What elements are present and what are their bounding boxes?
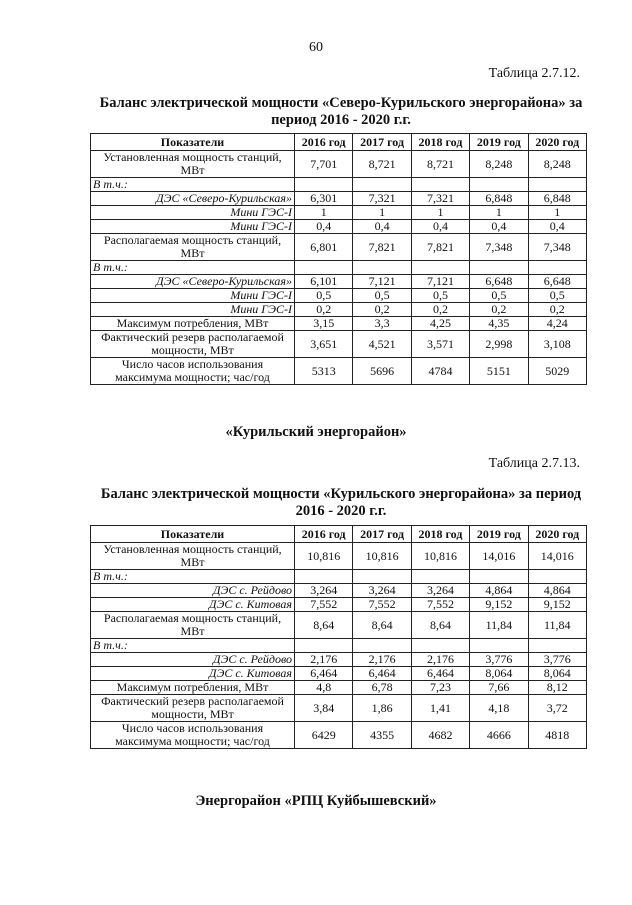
- header-year: 2017 год: [353, 526, 411, 543]
- cell-value: 0,2: [470, 303, 528, 317]
- table-label-2-7-13: Таблица 2.7.13.: [488, 456, 580, 471]
- row-label: ДЭС с. Рейдово: [91, 584, 295, 598]
- cell-value: 1: [470, 206, 528, 220]
- cell-value: [295, 570, 353, 584]
- cell-value: 4,864: [528, 584, 586, 598]
- cell-value: 3,15: [295, 317, 353, 331]
- cell-value: 6,464: [295, 667, 353, 681]
- cell-value: 3,776: [528, 653, 586, 667]
- row-label: ДЭС «Северо-Курильская»: [91, 192, 295, 206]
- row-label: Фактический резерв располагаемой мощности, МВт: [91, 331, 295, 358]
- cell-value: 0,4: [470, 220, 528, 234]
- cell-value: 6,648: [470, 275, 528, 289]
- table-row: [91, 261, 587, 275]
- row-label: Максимум потребления, МВт: [91, 681, 295, 695]
- cell-value: 6,801: [295, 234, 353, 261]
- table-row: [91, 234, 587, 261]
- cell-value: [353, 570, 411, 584]
- table-row: [91, 206, 587, 220]
- cell-value: 4,521: [353, 331, 411, 358]
- table-label-2-7-12: Таблица 2.7.12.: [488, 66, 580, 81]
- table-row: [91, 612, 587, 639]
- row-label: Число часов использования максимума мощности; час/год: [91, 358, 295, 385]
- cell-value: 3,3: [353, 317, 411, 331]
- cell-value: 8,064: [528, 667, 586, 681]
- header-year: 2019 год: [470, 134, 528, 151]
- cell-value: 1: [353, 206, 411, 220]
- table-row: [91, 695, 587, 722]
- cell-value: 7,348: [528, 234, 586, 261]
- row-label: В т.ч.:: [91, 261, 295, 275]
- cell-value: 4,35: [470, 317, 528, 331]
- row-label: Мини ГЭС-I: [91, 289, 295, 303]
- cell-value: 3,264: [295, 584, 353, 598]
- table-row: [91, 639, 587, 653]
- table-header-row: [91, 526, 587, 543]
- cell-value: 1: [411, 206, 469, 220]
- cell-value: 0,4: [353, 220, 411, 234]
- cell-value: 11,84: [470, 612, 528, 639]
- cell-value: 4,25: [411, 317, 469, 331]
- table-row: [91, 681, 587, 695]
- cell-value: 8,721: [411, 151, 469, 178]
- cell-value: 0,4: [528, 220, 586, 234]
- cell-value: 2,176: [353, 653, 411, 667]
- cell-value: 0,2: [528, 303, 586, 317]
- cell-value: 0,2: [295, 303, 353, 317]
- row-label: В т.ч.:: [91, 639, 295, 653]
- table-row: [91, 303, 587, 317]
- cell-value: 0,5: [411, 289, 469, 303]
- cell-value: 7,66: [470, 681, 528, 695]
- cell-value: 2,998: [470, 331, 528, 358]
- cell-value: [528, 178, 586, 192]
- cell-value: 0,5: [528, 289, 586, 303]
- header-year: 2016 год: [295, 134, 353, 151]
- cell-value: 1: [528, 206, 586, 220]
- header-year: 2020 год: [528, 134, 586, 151]
- cell-value: 8,721: [353, 151, 411, 178]
- cell-value: [528, 570, 586, 584]
- header-year: 2017 год: [353, 134, 411, 151]
- cell-value: [353, 261, 411, 275]
- table-row: [91, 220, 587, 234]
- cell-value: 6,101: [295, 275, 353, 289]
- table-row: [91, 289, 587, 303]
- cell-value: 1,86: [353, 695, 411, 722]
- cell-value: 7,552: [295, 598, 353, 612]
- cell-value: 1,41: [411, 695, 469, 722]
- cell-value: 7,348: [470, 234, 528, 261]
- cell-value: 9,152: [470, 598, 528, 612]
- cell-value: 4,8: [295, 681, 353, 695]
- cell-value: 8,064: [470, 667, 528, 681]
- cell-value: 10,816: [411, 543, 469, 570]
- cell-value: [470, 178, 528, 192]
- cell-value: 6,464: [411, 667, 469, 681]
- header-year: 2018 год: [411, 526, 469, 543]
- balance-table-kurilsky: [90, 525, 587, 749]
- table-row: [91, 331, 587, 358]
- cell-value: [528, 261, 586, 275]
- cell-value: 2,176: [295, 653, 353, 667]
- cell-value: 6,848: [528, 192, 586, 206]
- cell-value: 7,121: [411, 275, 469, 289]
- table-row: [91, 358, 587, 385]
- cell-value: 7,321: [411, 192, 469, 206]
- row-label: Фактический резерв располагаемой мощности, МВт: [91, 695, 295, 722]
- cell-value: 5029: [528, 358, 586, 385]
- table-row: [91, 653, 587, 667]
- cell-value: 7,23: [411, 681, 469, 695]
- cell-value: 7,552: [411, 598, 469, 612]
- cell-value: 11,84: [528, 612, 586, 639]
- cell-value: [411, 570, 469, 584]
- cell-value: 7,321: [353, 192, 411, 206]
- cell-value: 6,301: [295, 192, 353, 206]
- cell-value: 3,651: [295, 331, 353, 358]
- section-heading-rpc-kuibyshevsky: Энергорайон «РПЦ Куйбышевский»: [195, 793, 437, 809]
- row-label: Число часов использования максимума мощности; час/год: [91, 722, 295, 749]
- cell-value: 3,108: [528, 331, 586, 358]
- cell-value: 0,5: [353, 289, 411, 303]
- cell-value: 14,016: [528, 543, 586, 570]
- cell-value: 7,552: [353, 598, 411, 612]
- cell-value: 6,464: [353, 667, 411, 681]
- cell-value: [295, 639, 353, 653]
- table-title-severo-kurilsky: Баланс электрической мощности «Северо-Курильского энергорайона» за период 2016 - 2020 г.г.: [99, 95, 583, 128]
- page-number: 60: [309, 40, 323, 55]
- cell-value: 5696: [353, 358, 411, 385]
- cell-value: 3,72: [528, 695, 586, 722]
- cell-value: 10,816: [353, 543, 411, 570]
- cell-value: [411, 639, 469, 653]
- section-heading-kurilsky: «Курильский энергорайон»: [225, 424, 407, 440]
- cell-value: 8,248: [470, 151, 528, 178]
- cell-value: 0,2: [353, 303, 411, 317]
- table-title-kurilsky: Баланс электрической мощности «Курильского энергорайона» за период 2016 - 2020 г.г.: [100, 486, 582, 519]
- cell-value: 6429: [295, 722, 353, 749]
- cell-value: 3,264: [411, 584, 469, 598]
- table-row: [91, 151, 587, 178]
- cell-value: 0,5: [470, 289, 528, 303]
- cell-value: 8,64: [411, 612, 469, 639]
- cell-value: 3,264: [353, 584, 411, 598]
- cell-value: 0,4: [295, 220, 353, 234]
- table-header-row: [91, 134, 587, 151]
- cell-value: [411, 178, 469, 192]
- row-label: ДЭС с. Китовая: [91, 667, 295, 681]
- cell-value: [470, 570, 528, 584]
- table-row: [91, 317, 587, 331]
- cell-value: 0,2: [411, 303, 469, 317]
- row-label: Установленная мощность станций, МВт: [91, 543, 295, 570]
- cell-value: 8,12: [528, 681, 586, 695]
- row-label: В т.ч.:: [91, 178, 295, 192]
- cell-value: 4682: [411, 722, 469, 749]
- header-indicator: Показатели: [91, 134, 295, 151]
- cell-value: 4818: [528, 722, 586, 749]
- cell-value: 4784: [411, 358, 469, 385]
- row-label: Установленная мощность станций, МВт: [91, 151, 295, 178]
- cell-value: 8,64: [295, 612, 353, 639]
- cell-value: 1: [295, 206, 353, 220]
- cell-value: 2,176: [411, 653, 469, 667]
- cell-value: 6,78: [353, 681, 411, 695]
- cell-value: 0,4: [411, 220, 469, 234]
- cell-value: [528, 639, 586, 653]
- table-row: [91, 598, 587, 612]
- balance-table-severo-kurilsky: [90, 133, 587, 385]
- table-row: [91, 570, 587, 584]
- table-row: [91, 543, 587, 570]
- cell-value: [411, 261, 469, 275]
- cell-value: 0,5: [295, 289, 353, 303]
- cell-value: 5313: [295, 358, 353, 385]
- cell-value: 9,152: [528, 598, 586, 612]
- table-row: [91, 584, 587, 598]
- cell-value: 4,18: [470, 695, 528, 722]
- header-year: 2020 год: [528, 526, 586, 543]
- cell-value: 8,64: [353, 612, 411, 639]
- cell-value: 8,248: [528, 151, 586, 178]
- cell-value: 14,016: [470, 543, 528, 570]
- header-year: 2018 год: [411, 134, 469, 151]
- cell-value: 3,776: [470, 653, 528, 667]
- cell-value: 3,84: [295, 695, 353, 722]
- cell-value: 6,648: [528, 275, 586, 289]
- row-label: В т.ч.:: [91, 570, 295, 584]
- row-label: ДЭС «Северо-Курильская»: [91, 275, 295, 289]
- cell-value: 7,121: [353, 275, 411, 289]
- row-label: Располагаемая мощность станций, МВт: [91, 612, 295, 639]
- cell-value: 7,701: [295, 151, 353, 178]
- cell-value: 4355: [353, 722, 411, 749]
- cell-value: [353, 639, 411, 653]
- row-label: Располагаемая мощность станций, МВт: [91, 234, 295, 261]
- cell-value: [295, 261, 353, 275]
- cell-value: 4,24: [528, 317, 586, 331]
- cell-value: 7,821: [411, 234, 469, 261]
- row-label: ДЭС с. Китовая: [91, 598, 295, 612]
- cell-value: 4,864: [470, 584, 528, 598]
- header-year: 2019 год: [470, 526, 528, 543]
- row-label: Мини ГЭС-I: [91, 303, 295, 317]
- table-row: [91, 178, 587, 192]
- cell-value: 10,816: [295, 543, 353, 570]
- header-year: 2016 год: [295, 526, 353, 543]
- cell-value: [295, 178, 353, 192]
- cell-value: 6,848: [470, 192, 528, 206]
- table-row: [91, 275, 587, 289]
- row-label: Мини ГЭС-I: [91, 220, 295, 234]
- cell-value: 5151: [470, 358, 528, 385]
- cell-value: [353, 178, 411, 192]
- table-row: [91, 667, 587, 681]
- cell-value: 4666: [470, 722, 528, 749]
- row-label: ДЭС с. Рейдово: [91, 653, 295, 667]
- cell-value: 3,571: [411, 331, 469, 358]
- table-row: [91, 192, 587, 206]
- cell-value: [470, 261, 528, 275]
- row-label: Мини ГЭС-I: [91, 206, 295, 220]
- table-row: [91, 722, 587, 749]
- cell-value: 7,821: [353, 234, 411, 261]
- cell-value: [470, 639, 528, 653]
- header-indicator: Показатели: [91, 526, 295, 543]
- row-label: Максимум потребления, МВт: [91, 317, 295, 331]
